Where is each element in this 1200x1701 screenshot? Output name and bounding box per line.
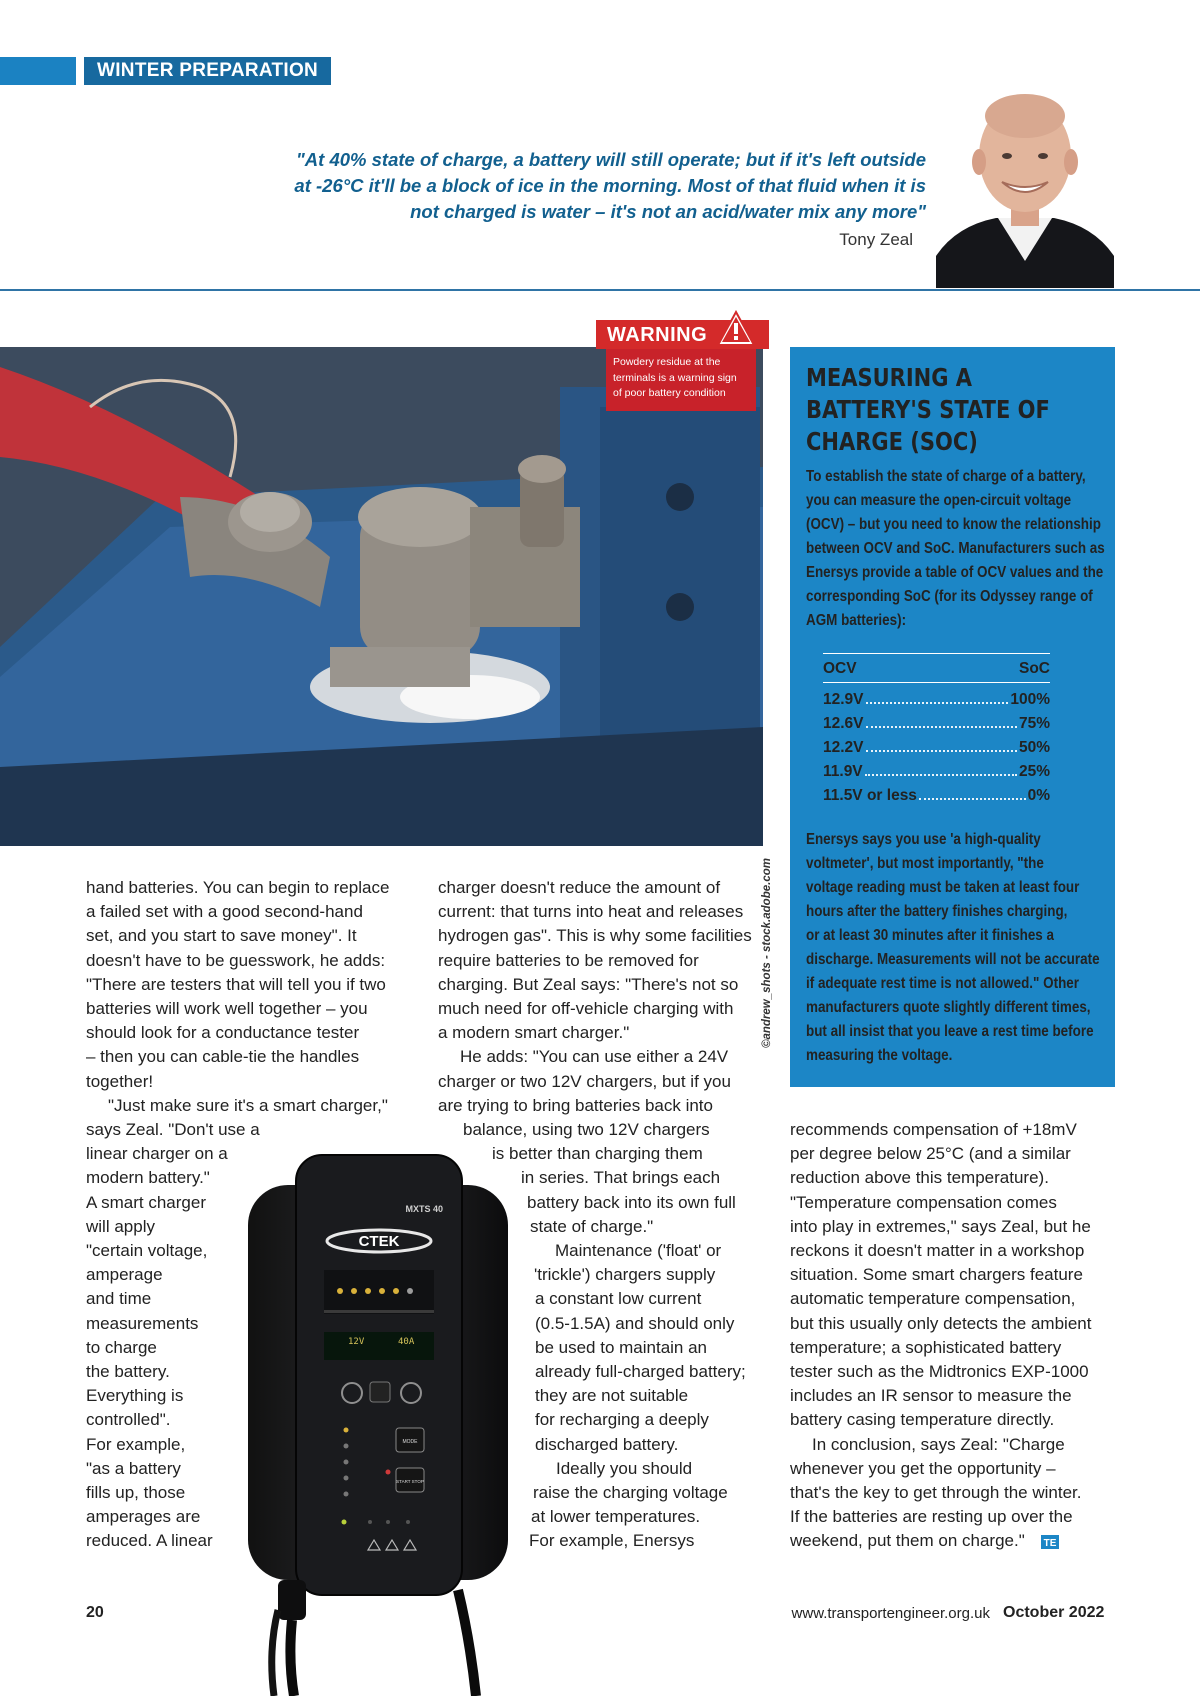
- warning-line: terminals is a warning sign: [613, 371, 737, 384]
- sidebar-line: voltage reading must be taken at least four: [806, 879, 1080, 896]
- body-line: be used to maintain an: [535, 1337, 708, 1357]
- divider-line: [0, 289, 1200, 291]
- ctek-charger-image: [248, 1150, 508, 1696]
- sidebar-line: discharge. Measurements will not be accurate: [806, 951, 1100, 968]
- page-number: 20: [86, 1604, 104, 1621]
- sidebar-line: measuring the voltage.: [806, 1047, 953, 1064]
- quote-line: "At 40% state of charge, a battery will still operate; but if it's left outside: [296, 149, 926, 170]
- warning-triangle-icon: [716, 310, 756, 348]
- charger-brand: CTEK: [358, 1233, 400, 1250]
- ocv-value: 11.5V or less: [823, 787, 917, 804]
- body-line: In conclusion, says Zeal: "Charge: [812, 1434, 1065, 1454]
- body-line: He adds: "You can use either a 24V: [460, 1047, 729, 1067]
- mode-button-label: MODE: [402, 1439, 418, 1445]
- sidebar-line: but all insist that you leave a rest time before: [806, 1023, 1094, 1040]
- body-line: situation. Some smart chargers feature: [790, 1265, 1083, 1285]
- body-line: they are not suitable: [535, 1386, 689, 1406]
- body-line: a failed set with a good second-hand: [86, 902, 363, 922]
- body-line: "Just make sure it's a smart charger,": [108, 1095, 388, 1115]
- body-line: to charge: [86, 1337, 157, 1357]
- body-line: "as a battery: [86, 1458, 181, 1478]
- body-line: Ideally you should: [556, 1458, 693, 1478]
- warning-title: WARNING: [607, 324, 708, 346]
- body-line: fills up, those: [86, 1483, 186, 1503]
- warning-line: of poor battery condition: [613, 387, 726, 399]
- sidebar-line: voltmeter', but most importantly, "the: [806, 855, 1044, 872]
- body-line: but this usually only detects the ambient: [790, 1313, 1092, 1333]
- quote-author: Tony Zeal: [839, 230, 913, 249]
- table-row: [823, 787, 1050, 811]
- body-line: charging. But Zeal says: "There's not so: [438, 974, 739, 994]
- sidebar-intro: [806, 465, 1105, 633]
- soc-value: 50%: [1018, 739, 1050, 756]
- soc-header: SoC: [1019, 660, 1050, 677]
- body-line: includes an IR sensor to measure the: [790, 1386, 1072, 1406]
- body-line: already full-charged battery;: [535, 1362, 746, 1382]
- body-line: that's the key to get through the winter.: [790, 1483, 1082, 1503]
- table-header: [823, 653, 1050, 683]
- body-line: and time: [86, 1289, 152, 1309]
- body-line: controlled".: [86, 1410, 171, 1430]
- sidebar-title-line: MEASURING A: [806, 363, 973, 392]
- body-line: state of charge.": [530, 1216, 654, 1236]
- body-line: should look for a conductance tester: [86, 1023, 360, 1043]
- body-line: is better than charging them: [492, 1144, 703, 1164]
- body-line: modern battery.": [86, 1168, 210, 1188]
- sidebar-title: [806, 362, 1108, 458]
- sidebar-line: corresponding SoC (for its Odyssey range of: [806, 588, 1093, 605]
- body-line: For example, Enersys: [529, 1531, 695, 1551]
- soc-value: 0%: [1027, 787, 1050, 804]
- sidebar-line: between OCV and SoC. Manufacturers such as: [806, 540, 1105, 557]
- body-line: reckons it doesn't matter in a workshop: [790, 1241, 1085, 1261]
- body-line: (0.5-1.5A) and should only: [535, 1313, 735, 1333]
- body-line: battery back into its own full: [527, 1192, 736, 1212]
- article-column-3: [790, 1118, 1120, 1554]
- body-line: for recharging a deeply: [535, 1410, 709, 1430]
- sidebar-line: To establish the state of charge of a battery,: [806, 468, 1086, 485]
- battery-terminal-photo: [0, 347, 763, 846]
- quote-line: at -26°C it'll be a block of ice in the morning. Most of that fluid when it is: [294, 175, 926, 196]
- body-line: reduced. A linear: [86, 1531, 213, 1551]
- ocv-value: 12.6V: [823, 715, 864, 732]
- body-line: says Zeal. "Don't use a: [86, 1120, 260, 1140]
- body-line: a constant low current: [535, 1289, 702, 1309]
- body-line: doesn't have to be guesswork, he adds:: [86, 950, 386, 970]
- ocv-soc-table: [823, 653, 1050, 811]
- table-row: [823, 763, 1050, 787]
- body-line: temperature; a sophisticated battery: [790, 1337, 1062, 1357]
- sidebar-line: Enersys provide a table of OCV values and the: [806, 564, 1104, 581]
- ocv-value: 12.2V: [823, 739, 864, 756]
- body-line: – then you can cable-tie the handles: [86, 1047, 360, 1067]
- body-line: measurements: [86, 1313, 199, 1333]
- body-line: linear charger on a: [86, 1144, 228, 1164]
- soc-value: 25%: [1018, 763, 1050, 780]
- body-line: "Temperature compensation comes: [790, 1192, 1057, 1212]
- soc-value: 75%: [1018, 715, 1050, 732]
- body-line: will apply: [86, 1216, 155, 1236]
- body-line: together!: [86, 1071, 154, 1091]
- te-logo: [1041, 1535, 1059, 1549]
- body-line: are trying to bring batteries back into: [438, 1095, 713, 1115]
- sidebar-line: if adequate rest time is not allowed." Other: [806, 975, 1079, 992]
- sidebar-line: you can measure the open-circuit voltage: [806, 492, 1072, 509]
- warning-line: Powdery residue at the: [613, 356, 721, 368]
- body-line: "certain voltage,: [86, 1241, 208, 1261]
- body-line: If the batteries are resting up over the: [790, 1507, 1073, 1527]
- body-line: whenever you get the opportunity –: [790, 1458, 1056, 1478]
- pull-quote: [230, 147, 926, 225]
- charger-model: MXTS 40: [405, 1204, 443, 1214]
- table-row: [823, 715, 1050, 739]
- body-line: For example,: [86, 1434, 186, 1454]
- body-line: "There are testers that will tell you if two: [86, 974, 386, 994]
- sidebar-line: (OCV) – but you need to know the relationship: [806, 516, 1101, 533]
- ocv-value: 12.9V: [823, 691, 864, 708]
- start-stop-button-label: START STOP: [396, 1479, 424, 1484]
- body-line: require batteries to be removed for: [438, 950, 699, 970]
- body-line: hydrogen gas". This is why some facilities: [438, 926, 752, 946]
- sidebar-line: hours after the battery finishes charging,: [806, 903, 1068, 920]
- body-line: hand batteries. You can begin to replace: [86, 878, 390, 897]
- table-row: [823, 691, 1050, 715]
- charger-display-current: 40A: [398, 1337, 415, 1347]
- body-line: A smart charger: [86, 1192, 206, 1212]
- te-logo-text: TE: [1043, 1538, 1057, 1549]
- ocv-header: OCV: [823, 660, 857, 677]
- body-line: balance, using two 12V chargers: [463, 1120, 710, 1140]
- body-line: charger doesn't reduce the amount of: [438, 878, 721, 897]
- table-row: [823, 739, 1050, 763]
- issue-date: October 2022: [1003, 1604, 1105, 1621]
- body-line: raise the charging voltage: [533, 1483, 728, 1503]
- quote-line: not charged is water – it's not an acid/water mix any more": [410, 201, 926, 222]
- body-line: the battery.: [86, 1362, 170, 1382]
- body-line: amperages are: [86, 1507, 201, 1527]
- body-line: weekend, put them on charge.": [790, 1531, 1025, 1551]
- soc-value: 100%: [1010, 691, 1050, 708]
- body-line: Maintenance ('float' or: [555, 1241, 722, 1261]
- sidebar-line: AGM batteries):: [806, 612, 907, 629]
- body-line: tester such as the Midtronics EXP-1000: [790, 1362, 1089, 1382]
- section-label: WINTER PREPARATION: [84, 57, 331, 85]
- body-line: reduction above this temperature).: [790, 1168, 1049, 1188]
- sidebar-line: manufacturers quote slightly different times,: [806, 999, 1091, 1016]
- header-accent-bar: [0, 57, 76, 85]
- body-line: charger or two 12V chargers, but if you: [438, 1071, 731, 1091]
- body-line: in series. That brings each: [521, 1168, 721, 1188]
- sidebar-line: or at least 30 minutes after it finishes a: [806, 927, 1054, 944]
- sidebar-line: Enersys says you use 'a high-quality: [806, 831, 1041, 848]
- ocv-value: 11.9V: [823, 763, 863, 780]
- website-link[interactable]: www.transportengineer.org.uk: [791, 1605, 990, 1622]
- body-line: discharged battery.: [535, 1434, 679, 1454]
- warning-text: [613, 355, 755, 402]
- charger-display-voltage: 12V: [348, 1337, 365, 1347]
- body-line: much need for off-vehicle charging with: [438, 999, 734, 1019]
- photo-credit-text: ©andrew_shots - stock.adobe.com: [761, 858, 773, 1048]
- body-line: at lower temperatures.: [531, 1507, 701, 1527]
- body-line: into play in extremes," says Zeal, but he: [790, 1216, 1091, 1236]
- body-line: amperage: [86, 1265, 163, 1285]
- sidebar-outro: [806, 828, 1102, 1068]
- sidebar-title-line: BATTERY'S STATE OF: [806, 395, 1050, 424]
- portrait-photo: [936, 86, 1114, 288]
- body-line: automatic temperature compensation,: [790, 1289, 1076, 1309]
- body-line: batteries will work well together – you: [86, 999, 368, 1019]
- body-line: a modern smart charger.": [438, 1023, 630, 1043]
- body-line: battery casing temperature directly.: [790, 1410, 1055, 1430]
- body-line: per degree below 25°C (and a similar: [790, 1144, 1071, 1164]
- body-line: 'trickle') chargers supply: [534, 1265, 716, 1285]
- body-line: current: that turns into heat and releases: [438, 902, 744, 922]
- body-line: Everything is: [86, 1386, 184, 1406]
- sidebar-title-line: CHARGE (SOC): [806, 427, 978, 456]
- body-line: recommends compensation of +18mV: [790, 1120, 1077, 1139]
- body-line: set, and you start to save money". It: [86, 926, 357, 946]
